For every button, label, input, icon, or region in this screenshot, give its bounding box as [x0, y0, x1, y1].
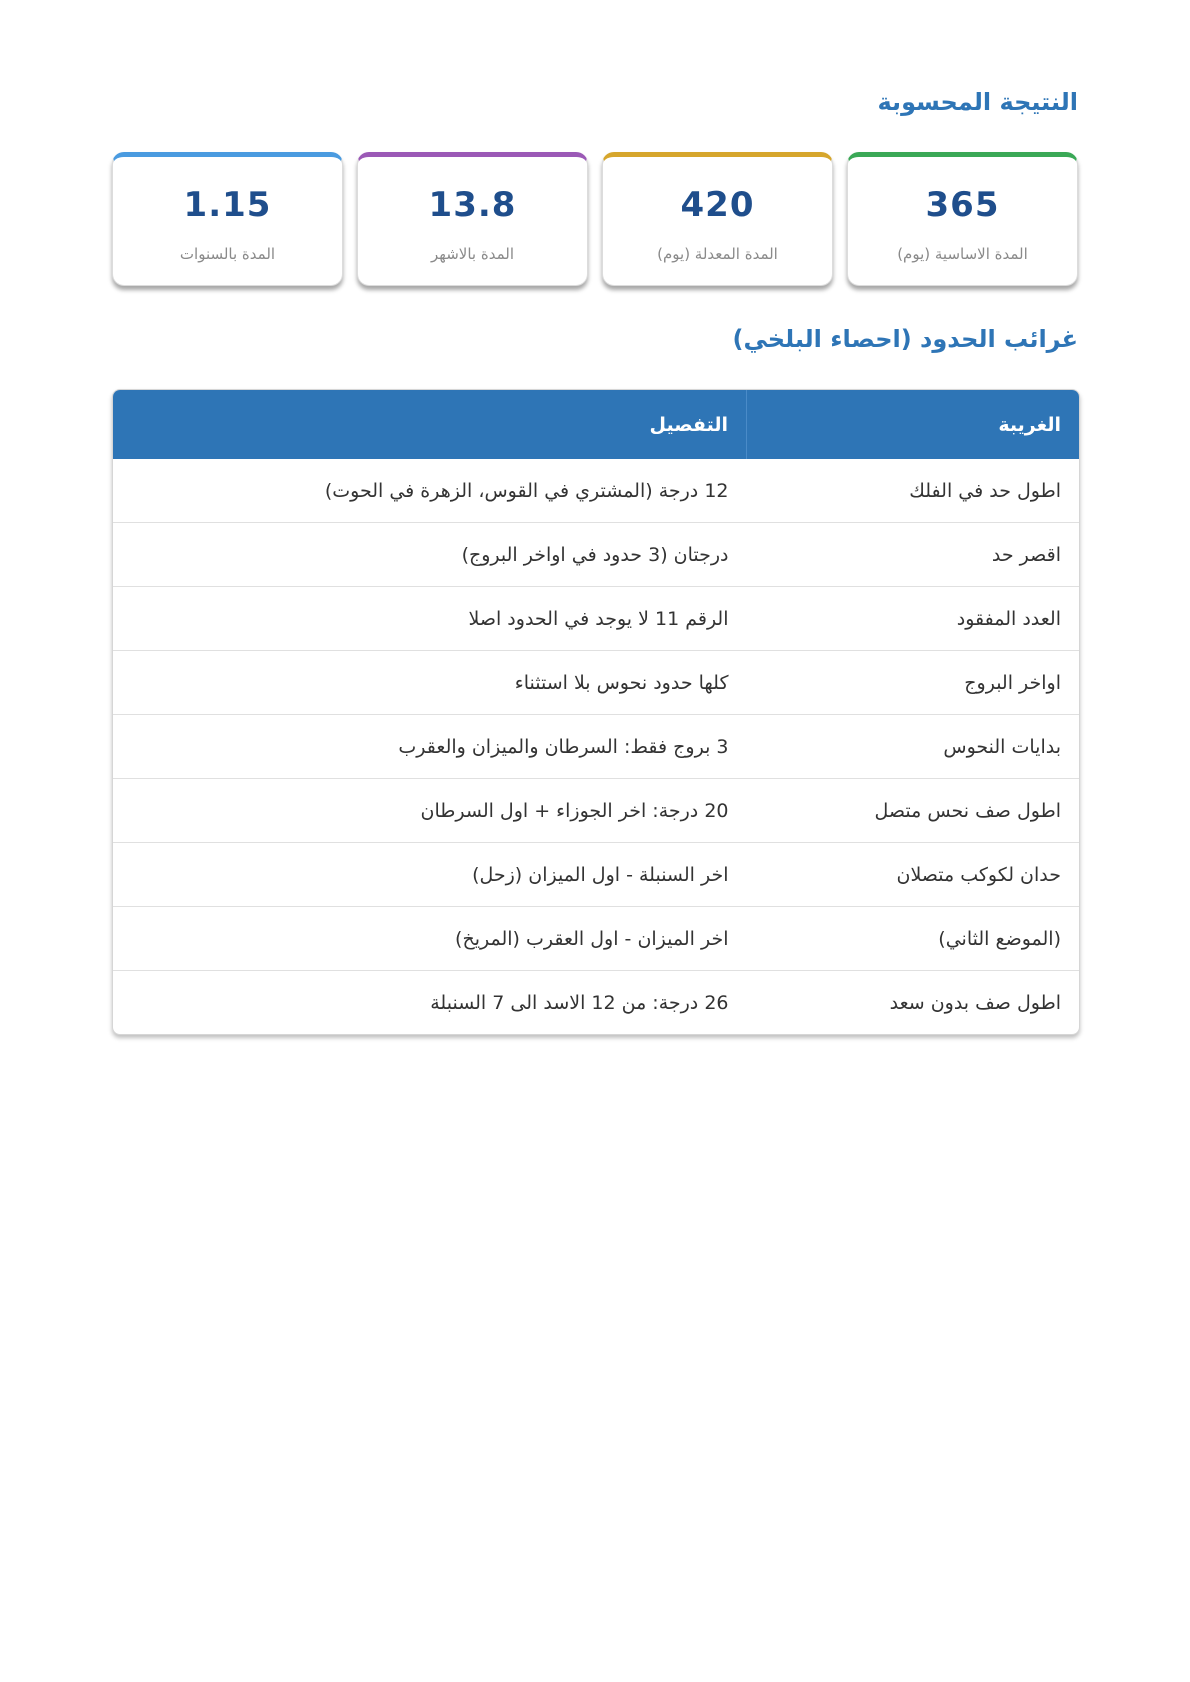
cell-detail: 3 بروج فقط: السرطان والميزان والعقرب [113, 715, 747, 779]
cell-detail: 26 درجة: من 12 الاسد الى 7 السنبلة [113, 971, 747, 1035]
header-oddity: الغريبة [747, 390, 1080, 459]
result-cards [112, 152, 1078, 292]
card-value: 13.8 [428, 185, 517, 225]
card-value: 420 [680, 185, 755, 225]
table-row [113, 523, 1079, 587]
cell-oddity: اطول صف بدون سعد [747, 971, 1080, 1035]
oddities-section-title: غرائب الحدود (احصاء البلخي) [732, 325, 1078, 353]
cell-oddity: بدايات النحوس [747, 715, 1080, 779]
result-section-title: النتيجة المحسوبة [877, 88, 1078, 116]
card-label: المدة المعدلة (يوم) [657, 245, 778, 263]
oddities-table [112, 389, 1080, 1035]
cell-detail: درجتان (3 حدود في اواخر البروج) [113, 523, 747, 587]
cell-oddity: اواخر البروج [747, 651, 1080, 715]
card-label: المدة بالسنوات [179, 245, 276, 263]
cell-detail: الرقم 11 لا يوجد في الحدود اصلا [113, 587, 747, 651]
header-detail: التفصيل [113, 390, 747, 459]
cell-oddity: العدد المفقود [747, 587, 1080, 651]
cell-oddity: اقصر حد [747, 523, 1080, 587]
cell-oddity: (الموضع الثاني) [747, 907, 1080, 971]
table-row [113, 907, 1079, 971]
card-value: 365 [925, 185, 1000, 225]
table-row [113, 715, 1079, 779]
cell-detail: 20 درجة: اخر الجوزاء + اول السرطان [113, 779, 747, 843]
card-value: 1.15 [183, 185, 272, 225]
table-row [113, 459, 1079, 523]
cell-detail: اخر السنبلة - اول الميزان (زحل) [113, 843, 747, 907]
card-label: المدة الاساسية (يوم) [897, 245, 1028, 263]
table-header-row [113, 390, 1079, 459]
table-row [113, 587, 1079, 651]
card-duration-years [112, 152, 343, 286]
cell-detail: 12 درجة (المشتري في القوس، الزهرة في الحوت) [324, 479, 729, 502]
card-duration-months [357, 152, 588, 286]
table-row [113, 843, 1079, 907]
cell-oddity: اطول صف نحس متصل [747, 779, 1080, 843]
card-base-duration [847, 152, 1078, 286]
cell-oddity: اطول حد في الفلك [909, 479, 1061, 502]
table-row [113, 971, 1079, 1035]
cell-detail: كلها حدود نحوس بلا استثناء [113, 651, 747, 715]
table-row [113, 779, 1079, 843]
cell-oddity: حدان لكوكب متصلان [747, 843, 1080, 907]
card-label: المدة بالاشهر [431, 245, 514, 263]
card-adjusted-duration [602, 152, 833, 286]
cell-detail: اخر الميزان - اول العقرب (المريخ) [113, 907, 747, 971]
table-row [113, 651, 1079, 715]
